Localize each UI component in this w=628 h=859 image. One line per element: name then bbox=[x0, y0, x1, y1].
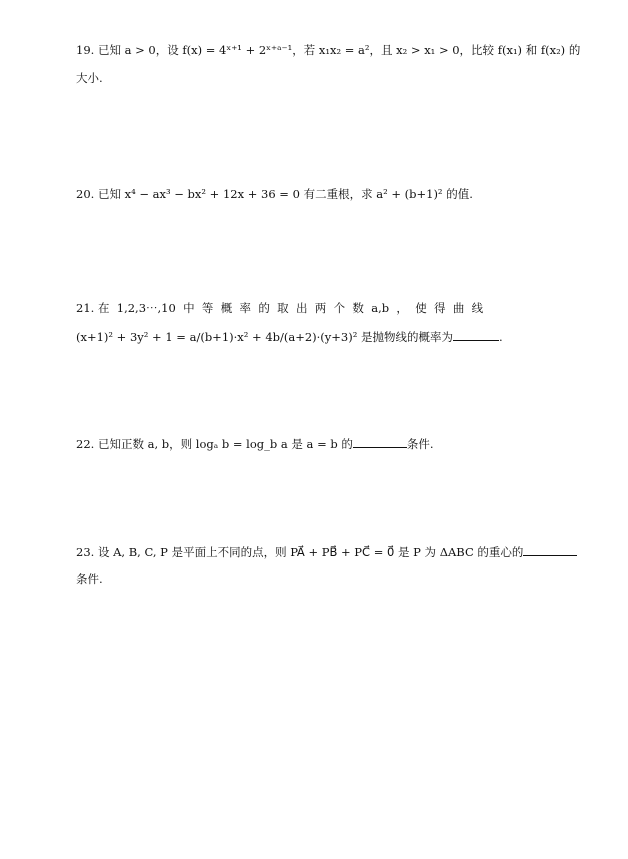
problem-23-line-1 bbox=[76, 544, 577, 560]
problem-text: 已知正数 a, b，则 logₐ b = log_b a 是 a = b 的 bbox=[97, 437, 353, 451]
problem-21-line-1 bbox=[76, 300, 483, 316]
problem-text: 在 1,2,3⋯,10 中 等 概 率 的 取 出 两 个 数 a,b ， 使 得 曲 线 bbox=[97, 301, 484, 315]
problem-number: 20. bbox=[76, 187, 95, 201]
problem-19-line-2: 大小. bbox=[76, 71, 103, 85]
problem-text-end: 条件. bbox=[406, 437, 434, 451]
problem-number: 19. bbox=[76, 43, 95, 57]
period: . bbox=[499, 330, 503, 344]
answer-blank[interactable] bbox=[523, 545, 577, 556]
problem-text: 已知 a > 0，设 f(x) = 4ˣ⁺¹ + 2ˣ⁺ᵃ⁻¹，若 x₁x₂ = a²，且 x₂ > x₁ > 0，比较 f(x₁) 和 f(x₂) 的 bbox=[97, 43, 581, 57]
problem-22 bbox=[76, 436, 434, 452]
problem-text: 已知 x⁴ − ax³ − bx² + 12x + 36 = 0 有二重根，求 a² + (b+1)² 的值. bbox=[97, 187, 473, 201]
problem-21-line-2 bbox=[76, 329, 503, 345]
problem-19-line-1 bbox=[76, 42, 580, 58]
problem-number: 22. bbox=[76, 437, 95, 451]
problem-text: 设 A, B, C, P 是平面上不同的点，则 PA⃗ + PB⃗ + PC⃗ = 0⃗ 是 P 为 ΔABC 的重心的 bbox=[97, 545, 524, 559]
answer-blank[interactable] bbox=[353, 437, 407, 448]
problem-text: (x+1)² + 3y² + 1 = a/(b+1)·x² + 4b/(a+2)·(y+3)² 是抛物线的概率为 bbox=[76, 330, 453, 344]
problem-number: 21. bbox=[76, 301, 95, 315]
answer-blank[interactable] bbox=[453, 330, 499, 341]
problem-23-line-2: 条件. bbox=[76, 572, 103, 586]
problem-number: 23. bbox=[76, 545, 95, 559]
problem-20 bbox=[76, 186, 473, 202]
